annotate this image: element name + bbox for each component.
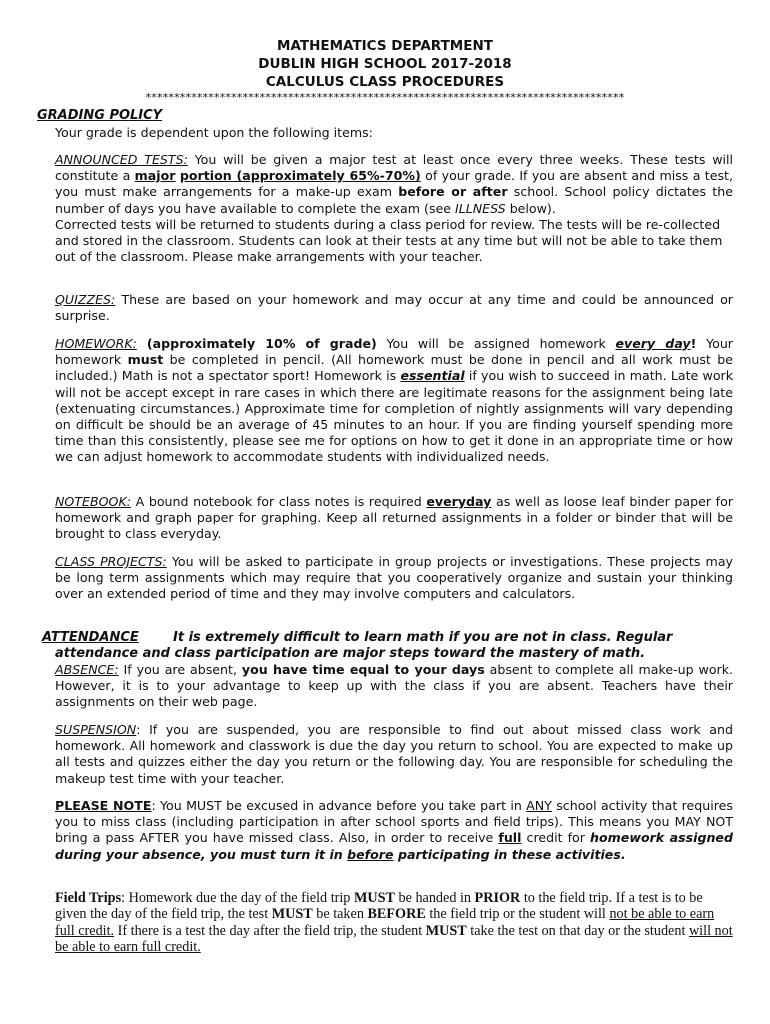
attendance-statement-line1: It is extremely difficult to learn math if you are not in class. Regular (173, 630, 673, 645)
before-emphasis: before (347, 846, 394, 862)
full-emphasis: full (498, 830, 522, 846)
absence-label: ABSENCE: (55, 662, 119, 677)
announced-tests-paragraph: ANNOUNCED TESTS: You will be given a major test at least once every three weeks. These tests will constitute a major portion (approximately 65%-70%) of your grade. If you are absent and miss a test, you must make arrangements for a make-up exam before or after school. School policy dictates the number of days you have available to complete the exam (see ILLNESS below). Corrected tests will be returned to students during a class period for review. The tests will be re-collected and stored in the classroom. Students can look at their tests at any time but will not be able to take them out of the classroom. Please make arrangements with your teacher. (55, 152, 733, 265)
suspension-paragraph: SUSPENSION: If you are suspended, you are responsible to find out about missed class work and homework. All homework and classwork is due the day you return to school. You are expected to make up all tests and quizzes either the day you return or the following day. You are responsible for scheduling the makeup test time with your teacher. (55, 722, 733, 786)
homework-label: HOMEWORK: (55, 336, 137, 351)
notebook-label: NOTEBOOK: (55, 494, 131, 509)
please-note-paragraph: PLEASE NOTE: You MUST be excused in advance before you take part in ANY school activity that requires you to miss class (including participation in after school sports and field trips). This means you MAY NOT bring a pass AFTER you have missed class. Also, in order to receive full credit for homework assigned during your absence, you must turn it in before participating in these activities. (55, 798, 733, 862)
homework-paragraph: HOMEWORK: (approximately 10% of grade) You will be assigned homework every day! Your homework must be completed in pencil. (All homework must be done in pencil and all work must be included.) Math is not a spectator sport! Homework is essential if you wish to succeed in math. Late work will not be accept except in rare cases in which there are legitimate reasons for the assignment being late (extenuating circumstances.) Approximate time for completion of nightly assignments will vary depending on difficult be should be an average of 45 minutes to an hour. If you are finding yourself spending more time than this consistently, please see me for options on how to get it done in an appropriate time or how we can adjust homework to accommodate students with individualized needs. (55, 336, 733, 465)
illness-reference: ILLNESS (455, 200, 506, 216)
field-trips-paragraph: Field Trips: Homework due the day of the field trip MUST be handed in PRIOR to the field trip. If a test is to be given the day of the field trip, the test MUST be taken BEFORE the field trip or the student will not be able to earn full credit. If there is a test the day after the field trip, the student MUST take the test on that day or the student will not be able to earn full credit. (55, 890, 733, 956)
absence-days-emphasis: you have time equal to your days (241, 662, 485, 677)
corrected-tests-text: Corrected tests will be returned to students during a class period for review. The tests will be re-collected and stored in the classroom. Students can look at their tests at any time but will not be able to take them out of the classroom. Please make arrangements with your teacher. (55, 216, 723, 265)
before-or-after-emphasis: before or after (398, 184, 508, 200)
prior-emphasis: PRIOR (474, 890, 521, 906)
must-emphasis: must (127, 352, 164, 368)
grading-policy-title: GRADING POLICY (37, 108, 163, 123)
grading-intro: Your grade is dependent upon the following items: (55, 125, 373, 140)
attendance-statement-line2: attendance and class participation are major steps toward the mastery of math. (55, 646, 646, 661)
notebook-paragraph: NOTEBOOK: A bound notebook for class notes is required everyday as well as loose leaf binder paper for homework and graph paper for graphing. Keep all returned assignments in a folder or binder that will be brought to class everyday. (55, 494, 734, 542)
absence-paragraph: ABSENCE: If you are absent, you have time equal to your days absent to complete all make-up work. However, it is to your advantage to keep up with the class if you are absent. Teachers have their assignments on their web page. (55, 662, 733, 710)
procedures-heading: CALCULUS CLASS PROCEDURES (265, 74, 505, 90)
please-note-label: PLEASE NOTE (55, 798, 152, 813)
attendance-title: ATTENDANCE (42, 630, 139, 645)
quizzes-paragraph: QUIZZES: These are based on your homework and may occur at any time and could be announced or surprise. (55, 292, 733, 324)
major-emphasis: major (134, 168, 176, 184)
field-trips-label: Field Trips (55, 890, 122, 906)
class-projects-label: CLASS PROJECTS: (55, 554, 167, 569)
everyday-emphasis: everyday (426, 494, 492, 509)
any-emphasis: ANY (526, 798, 552, 813)
quizzes-label: QUIZZES: (55, 292, 116, 307)
portion-emphasis: portion (approximately 65%-70%) (179, 168, 421, 184)
every-day-emphasis: every day (615, 336, 691, 351)
no-full-credit-warning: will not be able to earn full credit. (55, 922, 733, 956)
suspension-label: SUSPENSION (55, 722, 137, 737)
school-heading: DUBLIN HIGH SCHOOL 2017-2018 (258, 56, 512, 72)
class-projects-paragraph: CLASS PROJECTS: You will be asked to participate in group projects or investigations. These projects may be long term assignments which may require that you cooperatively organize and sustain your thinking over an extended period of time and they may involve computers and calculators. (55, 554, 733, 602)
essential-emphasis: essential (400, 368, 465, 384)
announced-tests-label: ANNOUNCED TESTS: (55, 152, 188, 167)
asterisk-divider: ************************************************************************************ (145, 92, 625, 104)
department-heading: MATHEMATICS DEPARTMENT (277, 38, 493, 54)
before-caps-emphasis: BEFORE (367, 906, 426, 923)
homework-weight: (approximately 10% of grade) (136, 336, 377, 351)
